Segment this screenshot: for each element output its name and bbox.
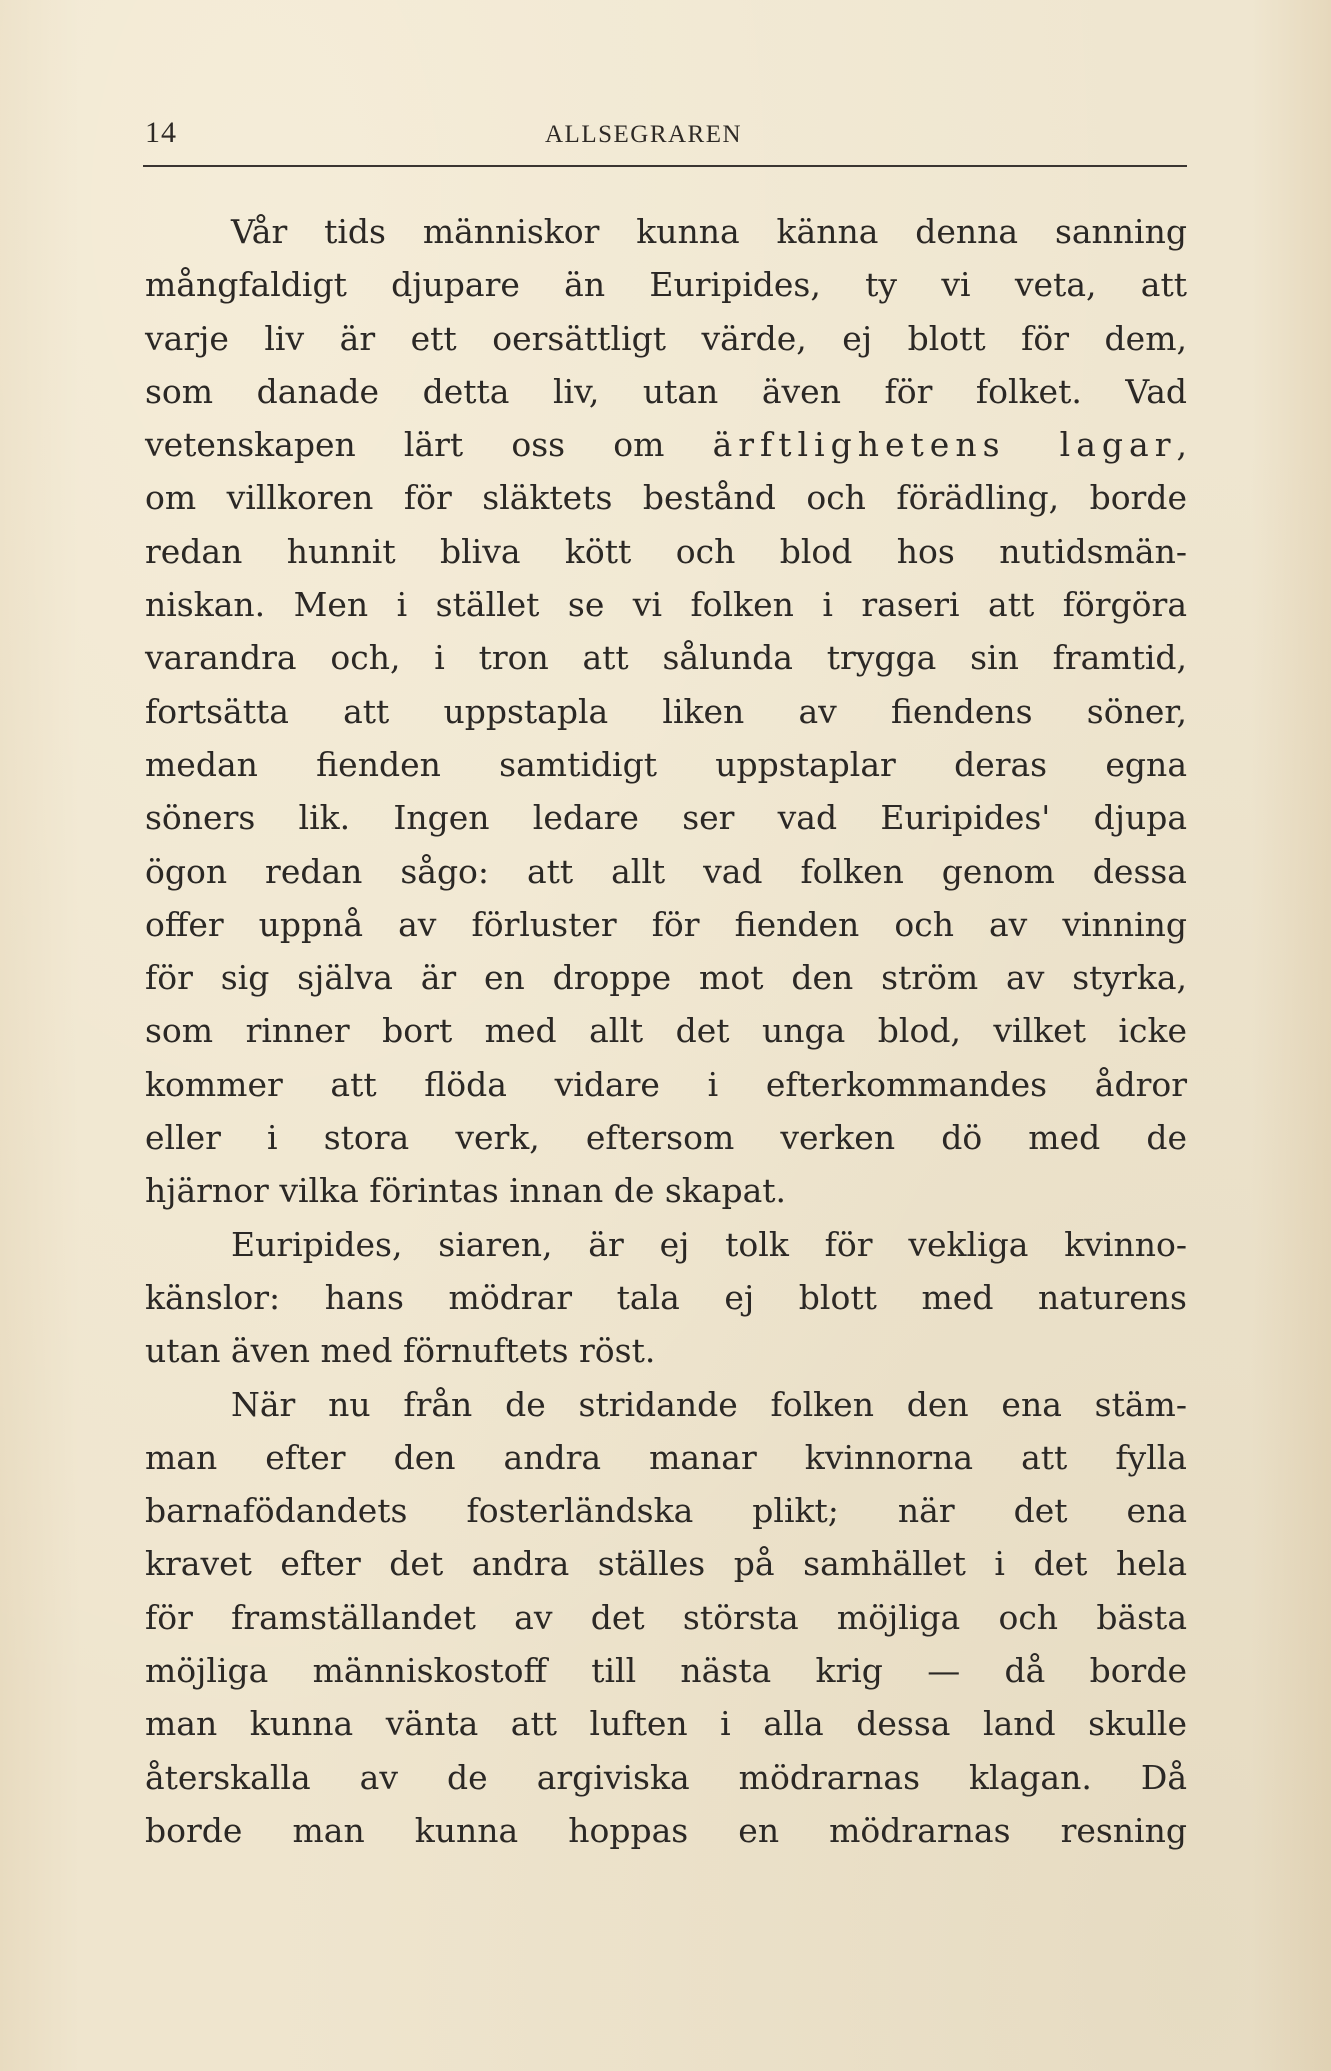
text-line: fortsätta att uppstapla liken av fiendens söner, (145, 691, 1187, 731)
text-segment: , (1176, 425, 1187, 465)
text-line: När nu från de stridande folken den ena stäm- (231, 1384, 1187, 1424)
running-head: ALLSEGRAREN (545, 121, 743, 148)
text-line: ögon redan sågo: att allt vad folken genom dessa (145, 851, 1187, 891)
body-text (145, 205, 1187, 1857)
text-line: redan hunnit bliva kött och blod hos nutidsmän- (145, 531, 1187, 571)
text-line: Vår tids människor kunna känna denna sanning (231, 212, 1187, 251)
text-line: barnafödandets fosterländska plikt; när det ena (145, 1491, 1187, 1531)
text-line: offer uppnå av förluster för fienden och av vinning (145, 904, 1187, 944)
text-line: möjliga människostoff till nästa krig — då borde (145, 1651, 1187, 1691)
text-line: utan även med förnuftets röst. (145, 1331, 656, 1371)
text-line: kommer att flöda vidare i efterkommandes ådror (145, 1064, 1187, 1104)
text-line: som danade detta liv, utan även för folket. Vad (145, 371, 1187, 411)
text-line: man efter den andra manar kvinnorna att fylla (145, 1437, 1187, 1477)
text-line: man kunna vänta att luften i alla dessa land skulle (145, 1704, 1187, 1744)
page-number: 14 (145, 116, 177, 149)
text-line: kravet efter det andra ställes på samhället i det hela (145, 1544, 1187, 1584)
text-line: mångfaldigt djupare än Euripides, ty vi veta, att (145, 265, 1187, 305)
text-line: återskalla av de argiviska mödrarnas klagan. Då (145, 1757, 1187, 1797)
text-segment: vetenskapen lärt oss om (145, 425, 713, 465)
text-line: för sig själva är en droppe mot den ström av styrka, (145, 958, 1187, 998)
text-line: niskan. Men i stället se vi folken i raseri att förgöra (145, 585, 1187, 625)
text-line: varje liv är ett oersättligt värde, ej blott för dem, (145, 318, 1187, 358)
page-header (145, 112, 1187, 158)
text-line: söners lik. Ingen ledare ser vad Euripides' djupa (145, 798, 1187, 838)
text-line: som rinner bort med allt det unga blod, vilket icke (145, 1011, 1187, 1051)
text-line (145, 418, 1187, 471)
text-line: borde man kunna hoppas en mödrarnas resning (145, 1810, 1187, 1850)
text-line: hjärnor vilka förintas innan de skapat. (145, 1171, 787, 1211)
spaced-emphasis: ärftlighetens lagar (712, 425, 1177, 465)
text-line: Euripides, siaren, är ej tolk för vekliga kvinno- (231, 1224, 1187, 1264)
text-line: eller i stora verk, eftersom verken dö med de (145, 1118, 1187, 1158)
text-line: om villkoren för släktets bestånd och förädling, borde (145, 478, 1187, 518)
text-line: varandra och, i tron att sålunda trygga sin framtid, (145, 638, 1187, 678)
text-line: för framställandet av det största möjliga och bästa (145, 1597, 1187, 1637)
text-line: medan fienden samtidigt uppstaplar deras egna (145, 744, 1187, 784)
text-line: känslor: hans mödrar tala ej blott med naturens (145, 1277, 1187, 1317)
header-rule (143, 165, 1187, 167)
